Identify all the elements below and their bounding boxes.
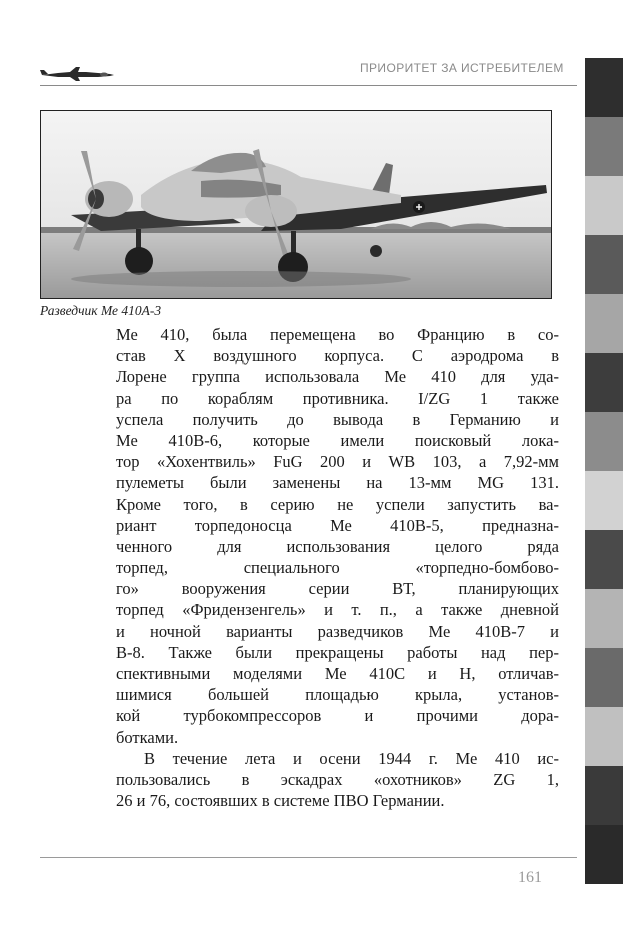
text-line: пулеметы были заменены на 13-мм MG 131.	[116, 473, 559, 493]
page-header	[0, 0, 623, 90]
side-tab-stripe	[585, 294, 623, 353]
aircraft-silhouette-icon	[40, 66, 116, 82]
side-tab-stripe	[585, 353, 623, 412]
aircraft-photo	[40, 110, 552, 299]
side-tab-stripe	[585, 412, 623, 471]
side-tab-stripe	[585, 235, 623, 294]
text-line: риант торпедоносца Ме 410В-5, предназна-	[116, 515, 559, 535]
text-line: ра по кораблям противника. I/ZG 1 также	[116, 388, 559, 408]
text-line: торпед «Фридензенгель» и т. п., а также дневной	[116, 600, 559, 620]
text-line: Кроме того, в серию не успели запустить ва-	[116, 494, 559, 514]
text-line: пользовались в эскадрах «охотников» ZG 1,	[116, 769, 559, 789]
side-tab-stripe	[585, 176, 623, 235]
header-divider	[40, 85, 577, 86]
text-line: спективными моделями Ме 410С и Н, отличав-	[116, 664, 559, 683]
side-tab-stripe	[585, 530, 623, 589]
page-number: 161	[518, 869, 542, 886]
text-line: В течение лета и осени 1944 г. Ме 410 ис-	[144, 748, 559, 768]
side-tab-stripe	[585, 766, 623, 825]
side-tab-stripe	[585, 58, 623, 117]
text-line: Ме 410, была перемещена во Францию в со-	[116, 325, 559, 344]
footer-divider	[40, 857, 577, 858]
text-line: тор «Хохентвиль» FuG 200 и WB 103, а 7,92-мм	[116, 452, 559, 472]
figure-caption: Разведчик Ме 410А-3	[40, 303, 162, 318]
side-tab-stripe	[585, 707, 623, 766]
body-text	[116, 324, 559, 811]
side-tab-stripe	[585, 648, 623, 707]
side-tab-stripe	[585, 589, 623, 648]
side-tab-stripe	[585, 117, 623, 176]
text-line: Лорене группа использовала Ме 410 для уда-	[116, 367, 559, 387]
text-line: и ночной варианты разведчиков Ме 410В-7 и	[116, 621, 559, 641]
text-line: став X воздушного корпуса. С аэродрома в	[116, 346, 559, 366]
text-line: ченного для использования целого ряда	[116, 536, 559, 556]
text-line: торпед, специального «торпедно-бомбово-	[116, 558, 559, 578]
side-tab-stripe	[585, 471, 623, 530]
text-line: В-8. Также были прекращены работы над пер-	[116, 642, 559, 662]
text-line: шимися большей площадью крыла, установ-	[116, 685, 559, 705]
side-tab-stripe	[585, 825, 623, 884]
side-thumb-tab	[585, 58, 623, 884]
text-line: успела получить до вывода в Германию и	[116, 409, 559, 429]
text-line: кой турбокомпрессоров и прочими дора-	[116, 706, 559, 726]
text-line: ботками.	[116, 727, 179, 747]
text-line: Ме 410В-6, которые имели поисковый лока-	[116, 430, 559, 450]
running-title: ПРИОРИТЕТ ЗА ИСТРЕБИТЕЛЕМ	[360, 61, 564, 75]
text-line: го» вооружения серии ВТ, планирующих	[116, 579, 559, 599]
text-line: 26 и 76, состоявших в системе ПВО Германии.	[116, 791, 445, 811]
